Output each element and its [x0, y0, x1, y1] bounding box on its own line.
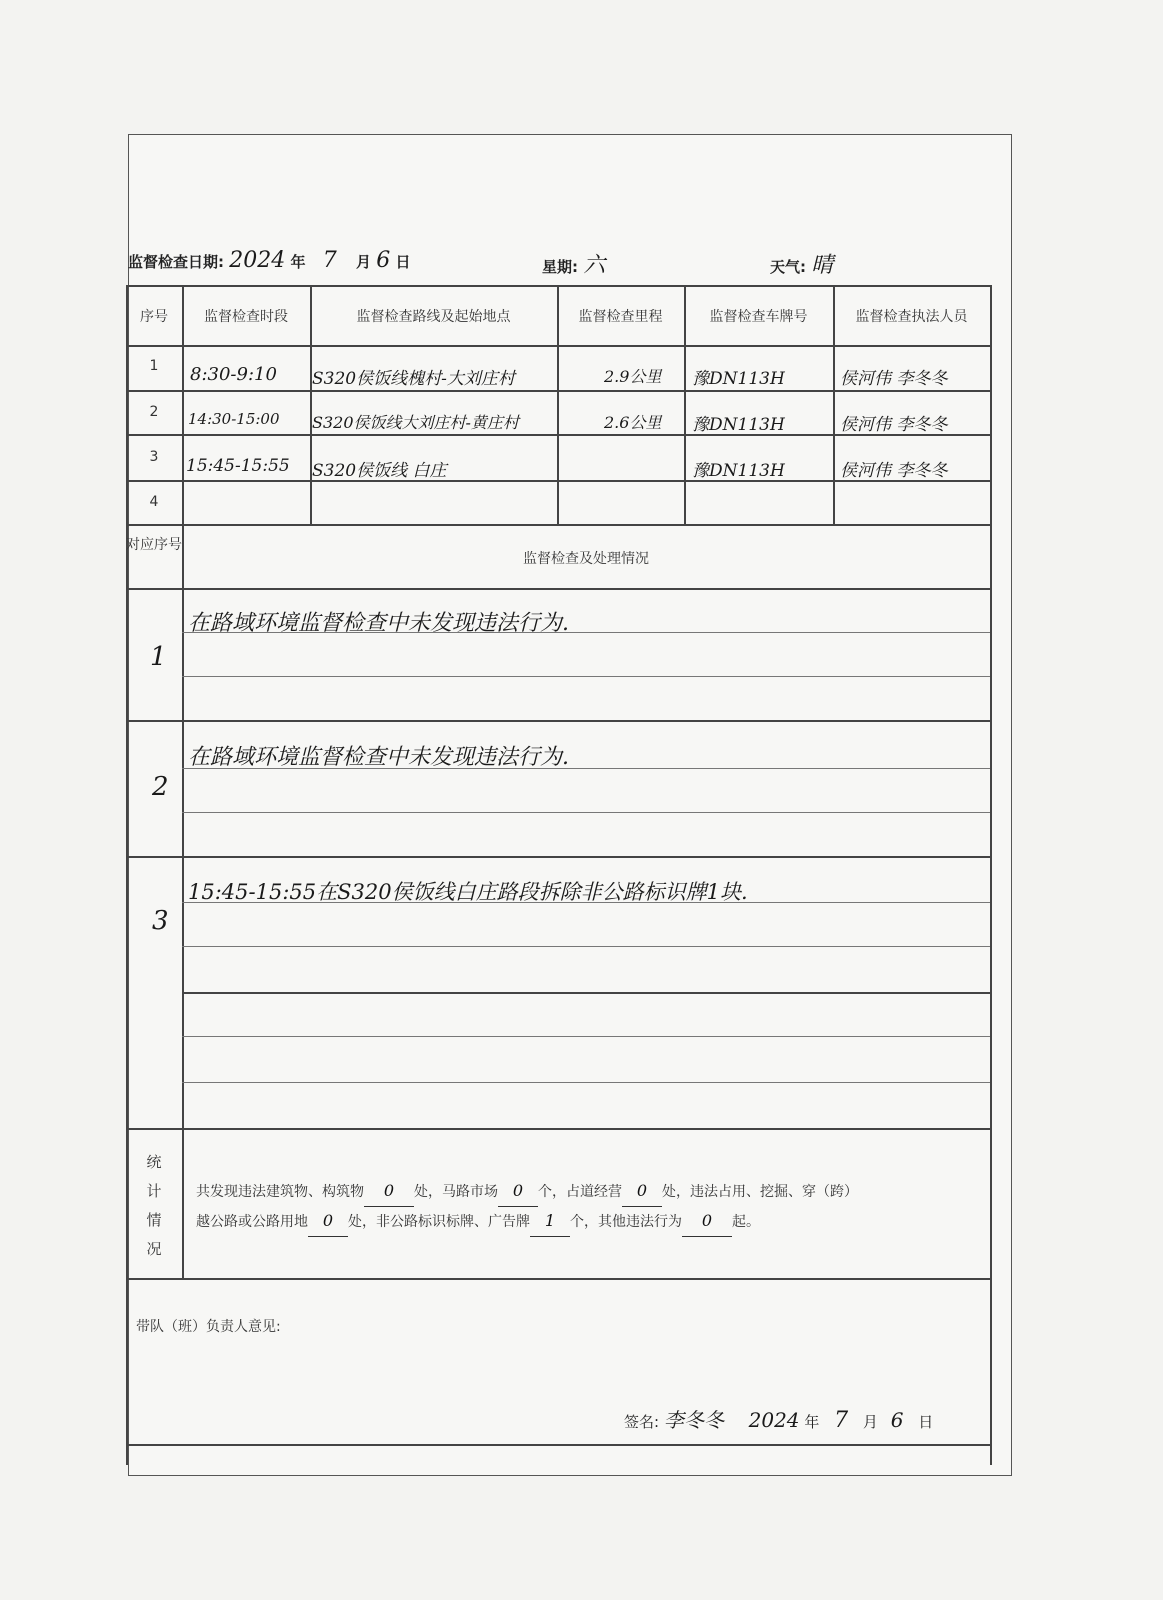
row-route: S320侯饭线 白庄 [312, 461, 447, 481]
findings-header-line [126, 588, 992, 590]
stats-bottom-line [126, 1278, 992, 1280]
stat-value-land: 0 [308, 1206, 348, 1237]
day-value: 6 [376, 248, 391, 273]
row-plate: 豫DN113H [692, 415, 785, 435]
ruled-line [182, 946, 990, 947]
row-distance: 2.6公里 [604, 413, 662, 432]
entry-text: 15:45-15:55在S320侯饭线白庄路段拆除非公路标识牌1块. [188, 880, 748, 904]
stats-text: 个，其他违法行为 [570, 1214, 682, 1230]
table-top-line [126, 285, 992, 287]
table-row-line [126, 390, 992, 392]
row-officers: 侯河伟 李冬冬 [840, 369, 948, 389]
col-header-no: 序号 [140, 309, 168, 325]
ruled-line [182, 992, 990, 994]
stats-text: 处，违法占用、挖掘、穿（跨） [662, 1184, 858, 1200]
row-plate: 豫DN113H [692, 369, 785, 389]
row-officers: 侯河伟 李冬冬 [840, 461, 948, 481]
stats-text: 共发现违法建筑物、构筑物 [196, 1184, 364, 1200]
sign-year-value: 2024 [748, 1408, 800, 1432]
findings-bottom-line [126, 1128, 992, 1130]
year-value: 2024 [229, 248, 286, 273]
entry-no: 1 [150, 642, 167, 672]
stats-line-1 [196, 1176, 996, 1207]
table-right-line [990, 285, 992, 1465]
stat-value-buildings: 0 [364, 1176, 414, 1207]
stats-text: 处，马路市场 [414, 1184, 498, 1200]
stats-text: 起。 [732, 1214, 760, 1230]
stat-value-signs: 1 [530, 1206, 570, 1237]
sign-month-value: 7 [834, 1408, 849, 1433]
sign-year-label: 年 [804, 1413, 820, 1431]
col-header-route: 监督检查路线及起始地点 [356, 309, 511, 325]
month-value: 7 [322, 248, 337, 273]
stat-value-other: 0 [682, 1206, 732, 1237]
col-line [182, 285, 184, 1280]
log-frame [128, 134, 1012, 1476]
row-plate: 豫DN113H [692, 461, 785, 481]
sign-day-label: 日 [918, 1413, 934, 1431]
signature: 李冬冬 [663, 1408, 724, 1432]
row-no: 1 [149, 358, 159, 374]
entry-text: 在路域环境监督检查中未发现违法行为. [188, 611, 569, 636]
stat-value-occupancy: 0 [622, 1176, 662, 1207]
row-distance: 2.9公里 [604, 367, 662, 386]
stats-line-2 [196, 1206, 996, 1237]
year-label: 年 [290, 253, 306, 271]
weekday-field [542, 248, 605, 279]
weather-field [770, 248, 833, 279]
weekday-label: 星期: [542, 258, 578, 276]
col-header-distance: 监督检查里程 [578, 309, 663, 325]
opinion-label: 带队（班）负责人意见: [136, 1319, 281, 1335]
ruled-line [182, 676, 990, 677]
findings-header: 监督检查及处理情况 [523, 551, 649, 567]
entry-text: 在路域环境监督检查中未发现违法行为. [188, 745, 569, 770]
row-time: 15:45-15:55 [186, 456, 290, 476]
stats-text: 个，占道经营 [538, 1184, 622, 1200]
row-officers: 侯河伟 李冬冬 [840, 415, 948, 435]
entry-no: 2 [152, 772, 169, 802]
row-no: 4 [149, 494, 159, 510]
col-header-plate: 监督检查车牌号 [709, 309, 808, 325]
date-field [128, 248, 410, 273]
weather-label: 天气: [770, 258, 806, 276]
entry-no: 3 [152, 906, 169, 936]
row-time: 8:30-9:10 [190, 364, 277, 385]
stats-text: 处，非公路标识标牌、广告牌 [348, 1214, 530, 1230]
stats-text: 越公路或公路用地 [196, 1214, 308, 1230]
sign-month-label: 月 [862, 1413, 878, 1431]
signature-field [624, 1404, 933, 1433]
sign-label: 签名: [624, 1413, 660, 1431]
weekday-value: 六 [583, 253, 606, 278]
weather-value: 晴 [811, 253, 834, 278]
col-header-officers: 监督检查执法人员 [855, 309, 968, 325]
table-header-line [126, 345, 992, 347]
stat-value-markets: 0 [498, 1176, 538, 1207]
table-bottom-line [126, 524, 992, 526]
day-label: 日 [395, 253, 411, 271]
row-no: 3 [149, 449, 159, 465]
entry-divider [126, 856, 992, 858]
form-bottom-line [126, 1444, 992, 1446]
row-no: 2 [149, 404, 159, 420]
month-label: 月 [355, 253, 371, 271]
col-header-time: 监督检查时段 [204, 309, 288, 325]
row-route: S320侯饭线大刘庄村-黄庄村 [312, 413, 519, 432]
ruled-line [182, 1036, 990, 1037]
ruled-line [182, 812, 990, 813]
sign-day-value: 6 [890, 1408, 904, 1432]
ruled-line [182, 1082, 990, 1083]
entry-divider [126, 720, 992, 722]
date-label: 监督检查日期: [128, 253, 224, 271]
stats-label: 统计情况 [146, 1153, 162, 1258]
row-time: 14:30-15:00 [188, 410, 280, 428]
corr-no-label: 对应序号 [126, 537, 182, 553]
row-route: S320侯饭线槐村-大刘庄村 [312, 369, 515, 389]
